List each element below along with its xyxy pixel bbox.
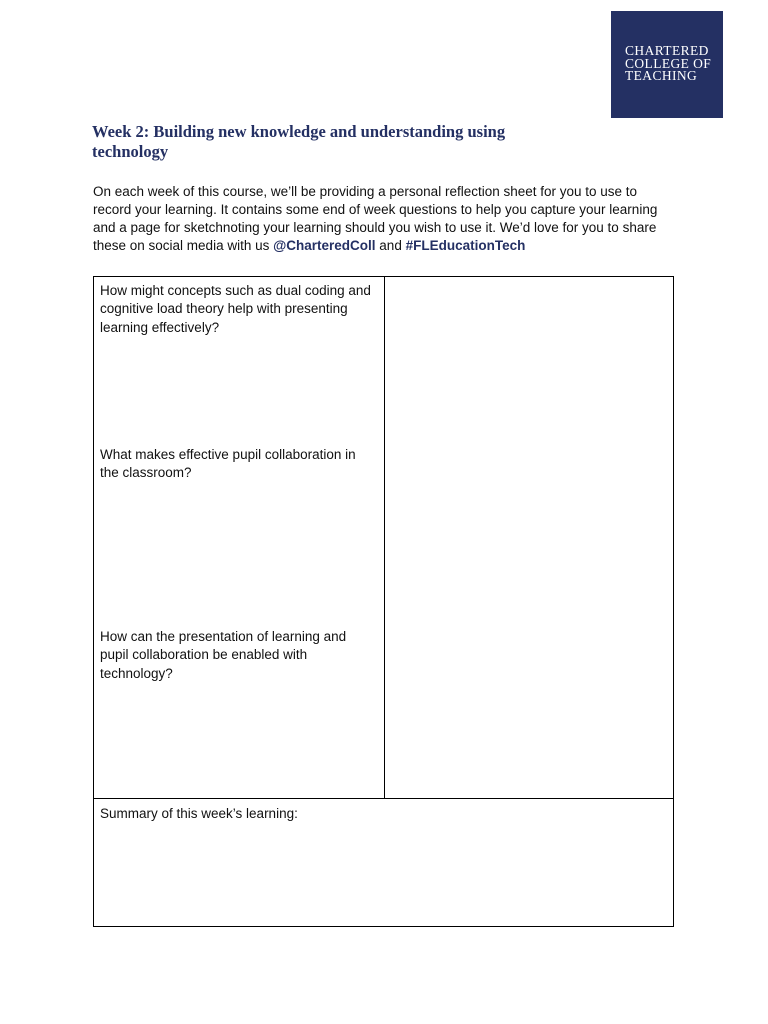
page-title bbox=[92, 122, 592, 162]
intro-paragraph bbox=[93, 183, 673, 255]
chartered-college-logo bbox=[611, 11, 723, 118]
logo-line-3: TEACHING bbox=[625, 68, 698, 83]
page-title-line-2: technology bbox=[92, 142, 169, 161]
hashtag[interactable]: #FLEducationTech bbox=[405, 238, 526, 253]
page-title-line-1: Week 2: Building new knowledge and understanding using bbox=[92, 122, 506, 141]
intro-joiner: and bbox=[375, 238, 406, 253]
question-2: What makes effective pupil collaboration in the classroom? bbox=[100, 447, 356, 481]
reflection-table bbox=[93, 276, 674, 927]
row-divider bbox=[94, 798, 673, 799]
question-1: How might concepts such as dual coding and cognitive load theory help with presenting learning effectively? bbox=[100, 283, 371, 335]
twitter-handle[interactable]: @CharteredColl bbox=[273, 238, 376, 253]
intro-text: On each week of this course, we’ll be providing a personal reflection sheet for you to use to record your learning. It contains some end of week questions to help you capture your learning and a page for sketchnoting your learning should you wish to use it. We’d love for you to share these on social media with us bbox=[93, 184, 658, 253]
column-divider bbox=[384, 277, 385, 799]
logo-line-1: CHARTERED bbox=[625, 43, 709, 58]
summary-label: Summary of this week’s learning: bbox=[100, 806, 298, 821]
question-3: How can the presentation of learning and pupil collaboration be enabled with technology? bbox=[100, 629, 347, 681]
logo-line-2: COLLEGE OF bbox=[625, 55, 712, 71]
